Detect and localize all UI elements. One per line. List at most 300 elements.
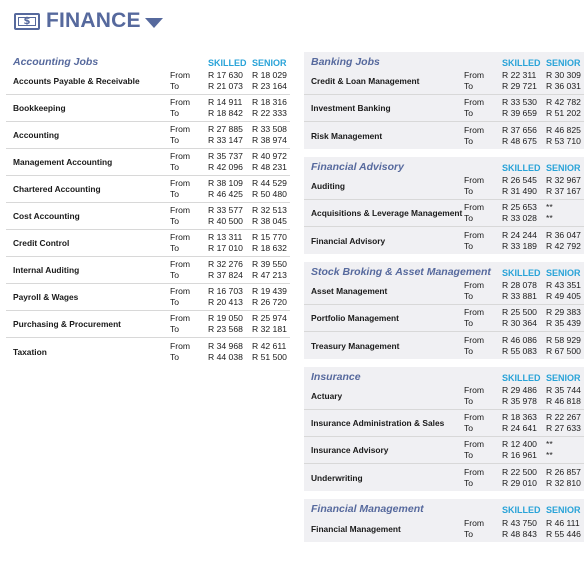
section-title: Financial Advisory — [311, 161, 404, 173]
senior-values — [546, 439, 580, 461]
skilled-to-value: R 17 010 — [208, 243, 243, 253]
from-label: From — [170, 124, 191, 134]
to-label: To — [170, 270, 180, 280]
to-label: To — [464, 450, 474, 460]
to-label: To — [170, 162, 180, 172]
table-row — [304, 278, 584, 305]
skilled-header: SKILLED — [502, 58, 541, 68]
section-header — [304, 262, 584, 278]
to-label: To — [464, 240, 474, 251]
skilled-values — [502, 97, 546, 119]
senior-from-value: R 19 439 — [252, 286, 287, 296]
job-title: Financial Management — [311, 523, 401, 534]
skilled-from-value: R 25 500 — [502, 307, 537, 317]
senior-header: SENIOR — [546, 505, 581, 515]
skilled-to-value: R 23 568 — [208, 324, 243, 334]
table-row — [304, 200, 584, 227]
from-label: From — [464, 307, 485, 317]
senior-header: SENIOR — [546, 163, 581, 173]
from-label: From — [170, 232, 191, 242]
from-to-labels — [170, 205, 208, 227]
skilled-to-value: R 30 364 — [502, 318, 537, 328]
senior-from-value: R 29 383 — [546, 307, 581, 317]
salary-section — [304, 157, 584, 254]
skilled-from-value: R 34 968 — [208, 340, 243, 351]
to-label: To — [170, 81, 180, 91]
job-title: Underwriting — [311, 472, 363, 483]
from-label: From — [464, 202, 485, 212]
senior-from-value: R 30 309 — [546, 70, 581, 80]
skilled-values — [502, 412, 546, 434]
senior-values — [546, 70, 580, 92]
skilled-from-value: R 46 086 — [502, 334, 537, 345]
from-to-labels — [464, 518, 502, 540]
senior-from-value: R 35 744 — [546, 385, 581, 395]
from-to-labels — [464, 125, 502, 147]
skilled-from-value: R 28 078 — [502, 280, 537, 290]
senior-from-value: R 44 529 — [252, 178, 287, 188]
to-label: To — [464, 135, 474, 146]
from-label: From — [170, 205, 191, 215]
skilled-from-value: R 38 109 — [208, 178, 243, 188]
table-row — [6, 95, 290, 122]
from-label: From — [464, 439, 485, 449]
senior-values — [252, 70, 286, 92]
table-row — [304, 332, 584, 359]
table-row — [304, 305, 584, 332]
table-row — [6, 311, 290, 338]
table-row — [304, 68, 584, 95]
skilled-from-value: R 32 276 — [208, 259, 243, 269]
to-label: To — [464, 345, 474, 356]
senior-to-value: R 42 792 — [546, 240, 581, 251]
skilled-from-value: R 18 363 — [502, 412, 537, 422]
senior-to-value: R 27 633 — [546, 423, 581, 433]
table-row — [6, 149, 290, 176]
job-title: Actuary — [311, 391, 343, 401]
skilled-values — [208, 259, 252, 281]
from-to-labels — [464, 385, 502, 407]
senior-values — [546, 412, 580, 434]
senior-from-value: R 25 974 — [252, 313, 287, 323]
salary-section — [304, 499, 584, 542]
job-title: Portfolio Management — [311, 313, 399, 323]
skilled-from-value: R 25 653 — [502, 202, 537, 212]
from-label: From — [170, 151, 191, 161]
from-label: From — [464, 385, 485, 395]
senior-from-value: R 15 770 — [252, 232, 287, 242]
skilled-to-value: R 37 824 — [208, 270, 243, 280]
from-to-labels — [464, 202, 502, 224]
senior-from-value: R 46 825 — [546, 124, 581, 135]
to-label: To — [464, 528, 474, 539]
table-row — [304, 227, 584, 254]
senior-to-value: R 38 045 — [252, 216, 287, 226]
table-row — [6, 122, 290, 149]
skilled-to-value: R 31 490 — [502, 186, 537, 196]
skilled-from-value: R 12 400 — [502, 439, 537, 449]
skilled-values — [208, 151, 252, 173]
skilled-values — [502, 230, 546, 252]
senior-from-value: R 42 782 — [546, 97, 581, 107]
to-label: To — [464, 108, 474, 118]
senior-from-value: R 22 267 — [546, 412, 581, 422]
skilled-to-value: R 18 842 — [208, 108, 243, 118]
senior-header: SENIOR — [546, 268, 581, 278]
senior-header: SENIOR — [252, 58, 287, 68]
skilled-values — [502, 518, 546, 540]
table-row — [304, 95, 584, 122]
to-label: To — [464, 213, 474, 223]
skilled-header: SKILLED — [502, 373, 541, 383]
from-label: From — [170, 178, 191, 188]
skilled-values — [208, 205, 252, 227]
skilled-to-value: R 33 028 — [502, 213, 537, 223]
senior-to-value: R 37 167 — [546, 186, 581, 196]
senior-values — [546, 385, 580, 407]
skilled-from-value: R 33 530 — [502, 97, 537, 107]
from-label: From — [170, 70, 191, 80]
skilled-header: SKILLED — [502, 268, 541, 278]
table-row — [6, 257, 290, 284]
senior-to-value: R 50 480 — [252, 189, 287, 199]
skilled-from-value: R 16 703 — [208, 286, 243, 296]
senior-to-value: R 51 202 — [546, 108, 581, 118]
senior-values — [546, 307, 580, 329]
skilled-values — [208, 313, 252, 335]
from-label: From — [464, 229, 485, 240]
from-label: From — [464, 466, 485, 477]
to-label: To — [464, 291, 474, 301]
job-title: Treasury Management — [311, 340, 400, 351]
senior-to-value: R 32 810 — [546, 477, 581, 488]
from-label: From — [464, 334, 485, 345]
senior-to-value: R 36 031 — [546, 81, 581, 91]
senior-values — [546, 97, 580, 119]
skilled-from-value: R 13 311 — [208, 232, 243, 242]
skilled-values — [502, 439, 546, 461]
table-row — [6, 230, 290, 257]
from-to-labels — [170, 341, 208, 363]
section-header — [6, 52, 290, 68]
senior-to-value: R 49 405 — [546, 291, 581, 301]
senior-values — [252, 97, 286, 119]
to-label: To — [170, 189, 180, 199]
from-to-labels — [170, 286, 208, 308]
skilled-header: SKILLED — [502, 505, 541, 515]
senior-values — [252, 232, 286, 254]
senior-to-value: R 35 439 — [546, 318, 581, 328]
salary-section — [304, 367, 584, 491]
job-title: Accounts Payable & Receivable — [13, 76, 140, 86]
skilled-values — [208, 286, 252, 308]
chevron-down-icon — [145, 18, 163, 28]
to-label: To — [170, 297, 180, 307]
table-row — [6, 284, 290, 311]
job-title: Insurance Advisory — [311, 445, 389, 455]
skilled-from-value: R 14 911 — [208, 97, 243, 107]
skilled-values — [208, 341, 252, 363]
skilled-values — [502, 335, 546, 357]
skilled-from-value: R 22 500 — [502, 466, 537, 477]
senior-values — [546, 518, 580, 540]
job-title: Cost Accounting — [13, 211, 80, 221]
from-to-labels — [464, 175, 502, 197]
from-to-labels — [464, 439, 502, 461]
section-header — [304, 499, 584, 515]
senior-from-value: R 58 929 — [546, 334, 581, 345]
skilled-to-value: R 42 096 — [208, 162, 243, 172]
senior-values — [252, 178, 286, 200]
senior-to-value: R 53 710 — [546, 135, 581, 146]
skilled-to-value: R 44 038 — [208, 351, 243, 362]
skilled-header: SKILLED — [208, 58, 247, 68]
senior-to-value: R 47 213 — [252, 270, 287, 280]
from-to-labels — [464, 307, 502, 329]
section-header — [304, 52, 584, 68]
skilled-from-value: R 17 630 — [208, 70, 243, 80]
to-label: To — [170, 351, 180, 362]
table-row — [6, 338, 290, 365]
skilled-from-value: R 27 885 — [208, 124, 243, 134]
skilled-values — [208, 178, 252, 200]
skilled-values — [502, 202, 546, 224]
skilled-to-value: R 20 413 — [208, 297, 243, 307]
from-label: From — [170, 97, 191, 107]
table-row — [304, 410, 584, 437]
job-title: Management Accounting — [13, 157, 113, 167]
skilled-values — [502, 125, 546, 147]
from-label: From — [170, 340, 191, 351]
skilled-values — [208, 70, 252, 92]
table-row — [6, 176, 290, 203]
senior-from-value: R 33 508 — [252, 124, 287, 134]
page-title: FINANCE — [46, 9, 141, 32]
salary-section — [6, 52, 290, 365]
money-icon: $ — [14, 13, 40, 30]
senior-from-value: R 46 111 — [546, 517, 580, 528]
senior-to-value: ** — [546, 213, 553, 223]
skilled-to-value: R 48 843 — [502, 528, 537, 539]
senior-to-value: R 18 632 — [252, 243, 287, 253]
from-label: From — [464, 70, 485, 80]
job-title: Insurance Administration & Sales — [311, 418, 445, 428]
skilled-values — [208, 97, 252, 119]
table-row — [304, 515, 584, 542]
section-header — [304, 367, 584, 383]
skilled-from-value: R 37 656 — [502, 124, 537, 135]
table-row — [304, 437, 584, 464]
skilled-to-value: R 21 073 — [208, 81, 243, 91]
senior-to-value: R 48 231 — [252, 162, 287, 172]
skilled-to-value: R 33 189 — [502, 240, 537, 251]
job-title: Credit Control — [13, 238, 70, 248]
from-label: From — [464, 97, 485, 107]
skilled-values — [208, 232, 252, 254]
from-label: From — [464, 175, 485, 185]
senior-to-value: R 38 974 — [252, 135, 287, 145]
senior-values — [252, 341, 286, 363]
skilled-values — [502, 175, 546, 197]
skilled-to-value: R 39 659 — [502, 108, 537, 118]
job-title: Bookkeeping — [13, 103, 66, 113]
senior-values — [546, 125, 580, 147]
senior-from-value: R 18 316 — [252, 97, 287, 107]
senior-from-value: R 43 351 — [546, 280, 581, 290]
from-label: From — [464, 517, 485, 528]
section-title: Stock Broking & Asset Management — [311, 266, 491, 278]
job-title: Auditing — [311, 181, 345, 191]
job-title: Chartered Accounting — [13, 184, 101, 194]
to-label: To — [464, 81, 474, 91]
to-label: To — [170, 135, 180, 145]
senior-to-value: R 46 818 — [546, 396, 581, 406]
skilled-to-value: R 16 961 — [502, 450, 537, 460]
skilled-values — [502, 385, 546, 407]
salary-section — [304, 52, 584, 149]
from-to-labels — [170, 97, 208, 119]
senior-to-value: R 23 164 — [252, 81, 287, 91]
skilled-to-value: R 46 425 — [208, 189, 243, 199]
table-row — [6, 68, 290, 95]
from-label: From — [170, 259, 191, 269]
senior-values — [546, 230, 580, 252]
from-to-labels — [464, 467, 502, 489]
from-to-labels — [170, 151, 208, 173]
senior-to-value: ** — [546, 450, 553, 460]
from-label: From — [170, 286, 191, 296]
job-title: Risk Management — [311, 130, 383, 141]
table-row — [304, 383, 584, 410]
to-label: To — [170, 324, 180, 334]
senior-from-value: R 40 972 — [252, 151, 287, 161]
job-title: Acquisitions & Leverage Management — [311, 208, 463, 218]
senior-values — [546, 467, 580, 489]
to-label: To — [464, 186, 474, 196]
page-header — [14, 8, 163, 34]
senior-from-value: R 18 029 — [252, 70, 287, 80]
senior-from-value: R 26 857 — [546, 466, 581, 477]
from-to-labels — [464, 230, 502, 252]
left-column — [6, 52, 290, 365]
table-row — [6, 203, 290, 230]
senior-values — [546, 335, 580, 357]
from-to-labels — [464, 412, 502, 434]
from-label: From — [464, 124, 485, 135]
skilled-values — [208, 124, 252, 146]
right-column — [304, 52, 584, 542]
skilled-from-value: R 29 486 — [502, 385, 537, 395]
to-label: To — [170, 216, 180, 226]
skilled-from-value: R 35 737 — [208, 151, 243, 161]
skilled-to-value: R 40 500 — [208, 216, 243, 226]
table-row — [304, 173, 584, 200]
salary-section — [304, 262, 584, 359]
skilled-to-value: R 24 641 — [502, 423, 537, 433]
job-title: Taxation — [13, 346, 47, 357]
senior-values — [546, 175, 580, 197]
senior-values — [252, 259, 286, 281]
from-to-labels — [170, 259, 208, 281]
from-label: From — [464, 280, 485, 290]
from-label: From — [170, 313, 191, 323]
job-title: Internal Auditing — [13, 265, 80, 275]
skilled-values — [502, 307, 546, 329]
from-to-labels — [170, 178, 208, 200]
senior-from-value: ** — [546, 202, 553, 212]
from-to-labels — [170, 70, 208, 92]
from-to-labels — [170, 313, 208, 335]
section-header — [304, 157, 584, 173]
senior-to-value: R 26 720 — [252, 297, 287, 307]
senior-header: SENIOR — [546, 58, 581, 68]
job-title: Asset Management — [311, 286, 388, 296]
to-label: To — [464, 423, 474, 433]
table-row — [304, 122, 584, 149]
senior-to-value: R 51 500 — [252, 351, 287, 362]
to-label: To — [170, 243, 180, 253]
job-title: Purchasing & Procurement — [13, 319, 121, 329]
section-title: Accounting Jobs — [13, 56, 99, 68]
senior-values — [252, 124, 286, 146]
skilled-to-value: R 29 721 — [502, 81, 537, 91]
job-title: Financial Advisory — [311, 235, 386, 246]
senior-values — [252, 151, 286, 173]
senior-to-value: R 55 446 — [546, 528, 581, 539]
to-label: To — [464, 477, 474, 488]
skilled-to-value: R 33 881 — [502, 291, 537, 301]
table-row — [304, 464, 584, 491]
skilled-values — [502, 467, 546, 489]
from-to-labels — [170, 124, 208, 146]
skilled-from-value: R 22 311 — [502, 70, 537, 80]
from-to-labels — [464, 70, 502, 92]
from-label: From — [464, 412, 485, 422]
senior-from-value: ** — [546, 439, 553, 449]
senior-to-value: R 22 333 — [252, 108, 287, 118]
skilled-from-value: R 33 577 — [208, 205, 243, 215]
skilled-from-value: R 43 750 — [502, 517, 537, 528]
to-label: To — [170, 108, 180, 118]
senior-from-value: R 32 513 — [252, 205, 287, 215]
job-title: Accounting — [13, 130, 60, 140]
skilled-to-value: R 29 010 — [502, 477, 537, 488]
to-label: To — [464, 318, 474, 328]
to-label: To — [464, 396, 474, 406]
from-to-labels — [170, 232, 208, 254]
skilled-header: SKILLED — [502, 163, 541, 173]
skilled-to-value: R 35 978 — [502, 396, 537, 406]
section-title: Banking Jobs — [311, 56, 380, 68]
skilled-to-value: R 55 083 — [502, 345, 537, 356]
job-title: Credit & Loan Management — [311, 76, 420, 86]
senior-from-value: R 32 967 — [546, 175, 581, 185]
skilled-values — [502, 70, 546, 92]
job-title: Investment Banking — [311, 103, 391, 113]
skilled-from-value: R 19 050 — [208, 313, 243, 323]
senior-to-value: R 32 181 — [252, 324, 287, 334]
skilled-to-value: R 48 675 — [502, 135, 537, 146]
senior-from-value: R 42 611 — [252, 340, 287, 351]
skilled-values — [502, 280, 546, 302]
senior-values — [252, 313, 286, 335]
senior-to-value: R 67 500 — [546, 345, 581, 356]
skilled-to-value: R 33 147 — [208, 135, 243, 145]
senior-header: SENIOR — [546, 373, 581, 383]
senior-from-value: R 39 550 — [252, 259, 287, 269]
from-to-labels — [464, 280, 502, 302]
skilled-from-value: R 26 545 — [502, 175, 537, 185]
